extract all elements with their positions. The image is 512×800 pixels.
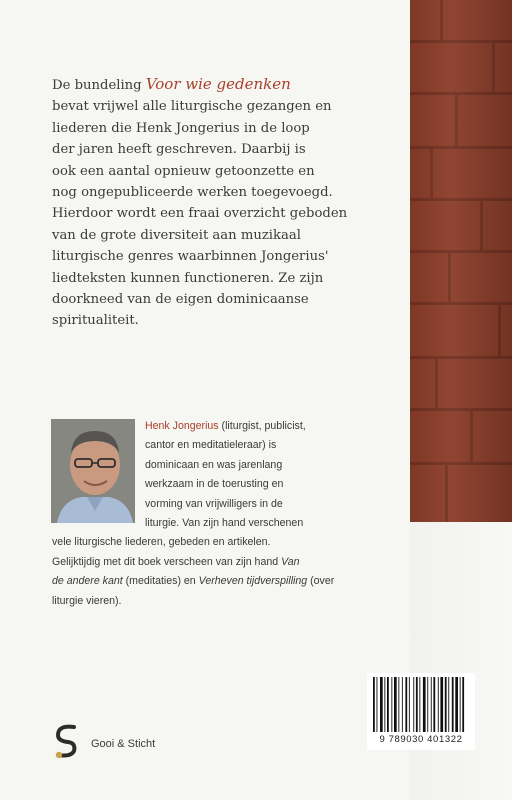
publisher-name: Gooi & Sticht — [91, 738, 156, 750]
blurb-line: ook een aantal opnieuw getoonzette en — [52, 163, 315, 179]
book-title: Voor wie gedenken — [145, 75, 291, 93]
author-name: Henk Jongerius — [145, 420, 219, 432]
blurb-line: doorkneed van de eigen dominicaanse — [52, 292, 309, 308]
bio-line: vele liturgische liederen, gebeden en artikelen. — [52, 536, 271, 549]
blurb-line: liederen die Henk Jongerius in de loop — [52, 120, 310, 136]
bio-line: vorming van vrijwilligers in de — [145, 497, 283, 510]
bio-line: werkzaam in de toerusting en — [145, 478, 284, 491]
author-bio — [52, 417, 372, 611]
isbn-number: 9 789030 401322 — [379, 734, 463, 745]
bio-line: liturgie vieren). — [52, 594, 122, 607]
cover-edge — [410, 522, 512, 800]
bio-line: Henk Jongerius (liturgist, publicist, — [145, 420, 306, 432]
blurb-line: bevat vrijwel alle liturgische gezangen en — [52, 99, 332, 115]
blurb-line: liturgische genres waarbinnen Jongerius' — [52, 249, 329, 265]
blurb-text — [52, 74, 402, 332]
brick-wall-panel — [410, 0, 512, 522]
bio-line: liturgie. Van zijn hand verschenen — [145, 517, 304, 530]
blurb-line: liedteksten kunnen functioneren. Ze zijn — [52, 270, 324, 286]
blurb-line: spiritualiteit. — [52, 313, 139, 329]
blurb-line: Hierdoor wordt een fraai overzicht geboden — [52, 206, 348, 222]
barcode — [367, 673, 475, 750]
barcode-bars — [371, 677, 471, 734]
bio-line: cantor en meditatieleraar) is — [145, 439, 277, 452]
bio-line: de andere kant (meditaties) en Verheven tijdverspilling (over — [52, 575, 335, 588]
bio-line: dominicaan en was jarenlang — [145, 458, 283, 471]
blurb-line: De bundeling Voor wie gedenken — [52, 75, 291, 93]
blurb-line: van de grote diversiteit aan muzikaal — [52, 227, 301, 243]
blurb-line: nog ongepubliceerde werken toegevoegd. — [52, 185, 333, 201]
blurb-line: der jaren heeft geschreven. Daarbij is — [52, 142, 306, 158]
publisher-logo-icon — [50, 723, 82, 759]
bio-line: Gelijktijdig met dit boek verscheen van zijn hand Van — [52, 555, 300, 568]
